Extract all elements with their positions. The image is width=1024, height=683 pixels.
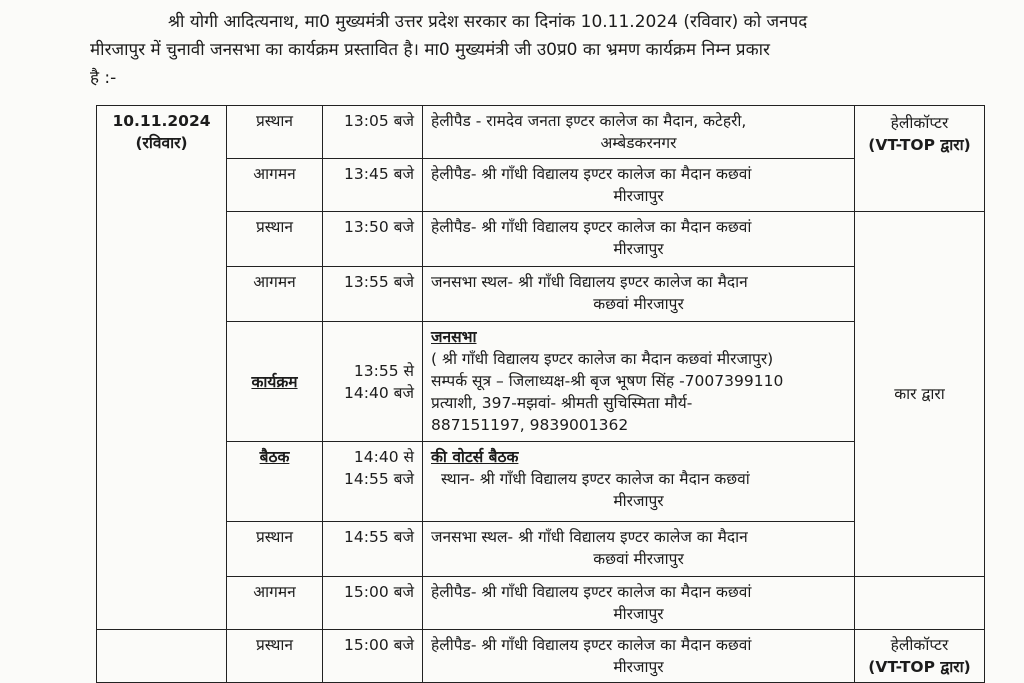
time-cell: 13:55 बजे [323, 267, 423, 322]
table-row [97, 106, 985, 159]
action-cell: आगमन [227, 159, 323, 212]
time-start: 14:40 से [353, 448, 414, 466]
place-cell [423, 577, 855, 630]
table-row [97, 159, 985, 212]
time-end: 14:55 बजे [344, 470, 414, 488]
mode-heli-id: (VT-TOP द्वारा) [868, 658, 971, 676]
time-cell [323, 322, 423, 442]
program-venue: ( श्री गाँधी विद्यालय इण्टर कालेज का मैदान कछवां मीरजापुर) [431, 350, 774, 368]
action-cell: आगमन [227, 267, 323, 322]
action-cell: आगमन [227, 577, 323, 630]
table-row [97, 630, 985, 683]
action-cell: प्रस्थान [227, 630, 323, 683]
program-cell [423, 322, 855, 442]
action-cell: प्रस्थान [227, 106, 323, 159]
program-title: जनसभा [431, 328, 477, 346]
time-cell: 13:50 बजे [323, 212, 423, 267]
schedule-date: 10.11.2024 [112, 112, 211, 130]
place-line: हेलीपैड- श्री गाँधी विद्यालय इण्टर कालेज का मैदान कछवां [431, 583, 752, 601]
place-line: मीरजापुर [613, 492, 664, 510]
place-line: मीरजापुर [613, 240, 664, 258]
action-cell: कार्यक्रम [227, 322, 323, 442]
place-line: कछवां मीरजापुर [593, 550, 684, 568]
place-line: हेलीपैड- श्री गाँधी विद्यालय इण्टर कालेज का मैदान कछवां [431, 636, 752, 654]
intro-line-1: श्री योगी आदित्यनाथ, मा0 मुख्यमंत्री उत्तर प्रदेश सरकार का दिनांक 10.11.2024 (रविवार) को जनपद [168, 12, 808, 32]
intro-paragraph [90, 8, 990, 92]
place-line: मीरजापुर [613, 605, 664, 623]
program-phones: 887151197, 9839001362 [431, 416, 629, 434]
time-cell [323, 442, 423, 522]
table-row [97, 267, 985, 322]
mode-cell [855, 630, 985, 683]
time-cell: 15:00 बजे [323, 577, 423, 630]
intro-line-3: है :- [90, 68, 117, 88]
table-row [97, 577, 985, 630]
mode-heli-id: (VT-TOP द्वारा) [868, 136, 971, 154]
place-cell [423, 106, 855, 159]
action-cell: प्रस्थान [227, 212, 323, 267]
action-cell: प्रस्थान [227, 522, 323, 577]
meeting-title: की वोटर्स बैठक [431, 448, 519, 466]
place-line: मीरजापुर [613, 187, 664, 205]
intro-line-2: मीरजापुर में चुनावी जनसभा का कार्यक्रम प्रस्तावित है। मा0 मुख्यमंत्री जी उ0प्र0 का भ्रमण कार्यक्रम निम्न प्रकार [90, 40, 770, 60]
time-end: 14:40 बजे [344, 383, 414, 402]
place-line: मीरजापुर [613, 658, 664, 676]
time-cell: 15:00 बजे [323, 630, 423, 683]
program-candidate: प्रत्याशी, 397-मझवां- श्रीमती सुचिस्मिता मौर्य- [431, 394, 693, 412]
mode-heli-label: हेलीकॉप्टर [890, 636, 949, 654]
table-row [97, 442, 985, 522]
meeting-cell [423, 442, 855, 522]
action-cell: बैठक [227, 442, 323, 522]
schedule-day: (रविवार) [135, 134, 188, 152]
mode-cell: कार द्वारा [855, 212, 985, 577]
program-contact: सम्पर्क सूत्र – जिलाध्यक्ष-श्री बृज भूषण सिंह -7007399110 [431, 372, 784, 390]
mode-cell-empty [855, 577, 985, 630]
table-row [97, 322, 985, 442]
time-cell: 13:05 बजे [323, 106, 423, 159]
time-start: 13:55 से [353, 361, 414, 380]
place-line: हेलीपैड - रामदेव जनता इण्टर कालेज का मैदान, कटेहरी, [431, 112, 747, 130]
date-cell [97, 106, 227, 630]
place-cell [423, 630, 855, 683]
place-cell [423, 522, 855, 577]
place-line: हेलीपैड- श्री गाँधी विद्यालय इण्टर कालेज का मैदान कछवां [431, 218, 752, 236]
mode-heli-label: हेलीकॉप्टर [890, 114, 949, 132]
place-line: स्थान- श्री गाँधी विद्यालय इण्टर कालेज का मैदान कछवां [441, 470, 750, 488]
place-line: कछवां मीरजापुर [593, 295, 684, 313]
date-cell-empty [97, 630, 227, 683]
time-cell: 14:55 बजे [323, 522, 423, 577]
place-line: जनसभा स्थल- श्री गाँधी विद्यालय इण्टर कालेज का मैदान [431, 273, 748, 291]
table-row [97, 522, 985, 577]
table-row [97, 212, 985, 267]
place-cell [423, 159, 855, 212]
place-cell [423, 267, 855, 322]
place-cell [423, 212, 855, 267]
time-cell: 13:45 बजे [323, 159, 423, 212]
mode-cell [855, 106, 985, 212]
place-line: जनसभा स्थल- श्री गाँधी विद्यालय इण्टर कालेज का मैदान [431, 528, 748, 546]
schedule-table [96, 105, 985, 683]
place-line: अम्बेडकरनगर [600, 134, 677, 152]
place-line: हेलीपैड- श्री गाँधी विद्यालय इण्टर कालेज का मैदान कछवां [431, 165, 752, 183]
